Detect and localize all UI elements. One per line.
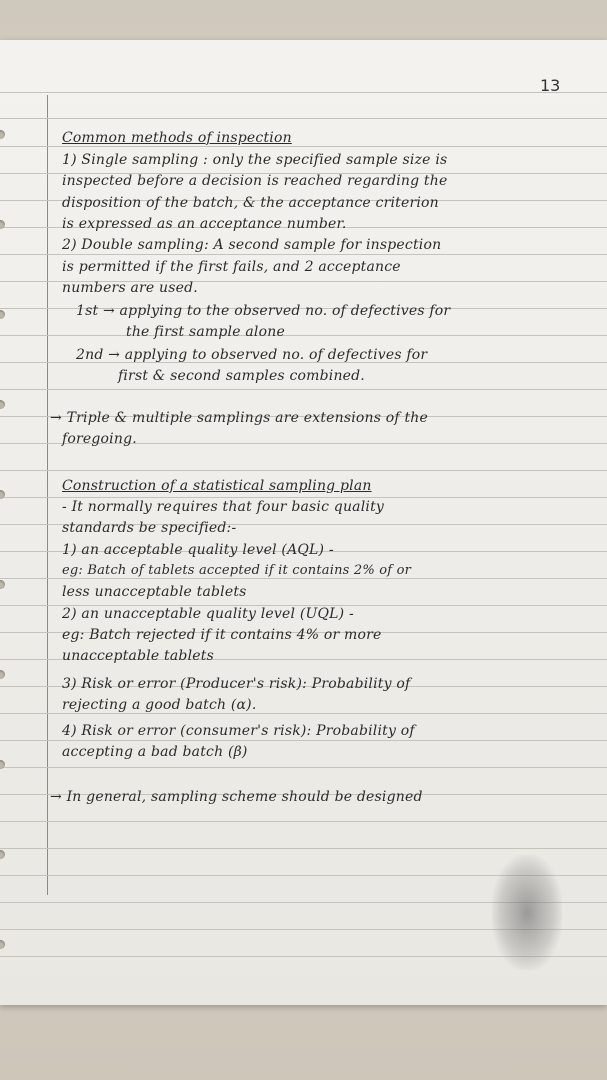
ruled-line — [0, 767, 607, 768]
margin-line — [47, 95, 48, 895]
text-line: less unacceptable tablets — [62, 584, 247, 600]
text-line: 2) Double sampling: A second sample for inspection — [62, 237, 442, 253]
ruled-line — [0, 389, 607, 390]
ruled-line — [0, 146, 607, 147]
ruled-line — [0, 713, 607, 714]
text-line: eg: Batch of tablets accepted if it contains 2% of or — [62, 563, 412, 578]
text-line: is permitted if the first fails, and 2 acceptance — [62, 259, 401, 275]
text-line: 1) Single sampling : only the specified sample size is — [62, 152, 448, 168]
text-line: 2nd → applying to observed no. of defectives for — [76, 347, 428, 363]
binding-hole — [0, 850, 5, 859]
section-heading: Construction of a statistical sampling plan — [62, 478, 372, 494]
binding-hole — [0, 940, 5, 949]
text-line: foregoing. — [62, 431, 137, 447]
text-line: the first sample alone — [126, 324, 285, 340]
ruled-line — [0, 470, 607, 471]
binding-hole — [0, 130, 5, 139]
text-line: unacceptable tablets — [62, 648, 214, 664]
binding-hole — [0, 580, 5, 589]
binding-hole — [0, 310, 5, 319]
text-line: 1) an acceptable quality level (AQL) - — [62, 542, 334, 558]
ruled-line — [0, 118, 607, 119]
text-line: is expressed as an acceptance number. — [62, 216, 347, 232]
text-line: first & second samples combined. — [118, 368, 365, 384]
text-line: 3) Risk or error (Producer's risk): Probability of — [62, 676, 411, 692]
ruled-line — [0, 848, 607, 849]
binding-hole — [0, 670, 5, 679]
ruled-line — [0, 92, 607, 93]
notebook-page — [0, 40, 607, 1005]
binding-hole — [0, 400, 5, 409]
ruled-line — [0, 740, 607, 741]
text-line: 1st → applying to the observed no. of defectives for — [76, 303, 451, 319]
text-line: accepting a bad batch (β) — [62, 744, 248, 760]
ruled-line — [0, 335, 607, 336]
page-number: 13 — [540, 76, 561, 95]
text-line: → Triple & multiple samplings are extensions of the — [50, 410, 428, 426]
text-line: 2) an unacceptable quality level (UQL) - — [62, 606, 354, 622]
text-line: → In general, sampling scheme should be designed — [50, 789, 423, 805]
text-line: disposition of the batch, & the acceptance criterion — [62, 195, 439, 211]
text-line: numbers are used. — [62, 280, 198, 296]
section-heading: Common methods of inspection — [62, 130, 292, 146]
shadow-smudge — [492, 855, 562, 970]
text-line: - It normally requires that four basic quality — [62, 499, 385, 515]
text-line: inspected before a decision is reached regarding the — [62, 173, 448, 189]
ruled-line — [0, 497, 607, 498]
ruled-line — [0, 254, 607, 255]
text-line: eg: Batch rejected if it contains 4% or more — [62, 627, 382, 643]
text-line: standards be specified:- — [62, 520, 237, 536]
ruled-line — [0, 821, 607, 822]
ruled-line — [0, 578, 607, 579]
text-line: 4) Risk or error (consumer's risk): Probability of — [62, 723, 415, 739]
text-line: rejecting a good batch (α). — [62, 697, 257, 713]
